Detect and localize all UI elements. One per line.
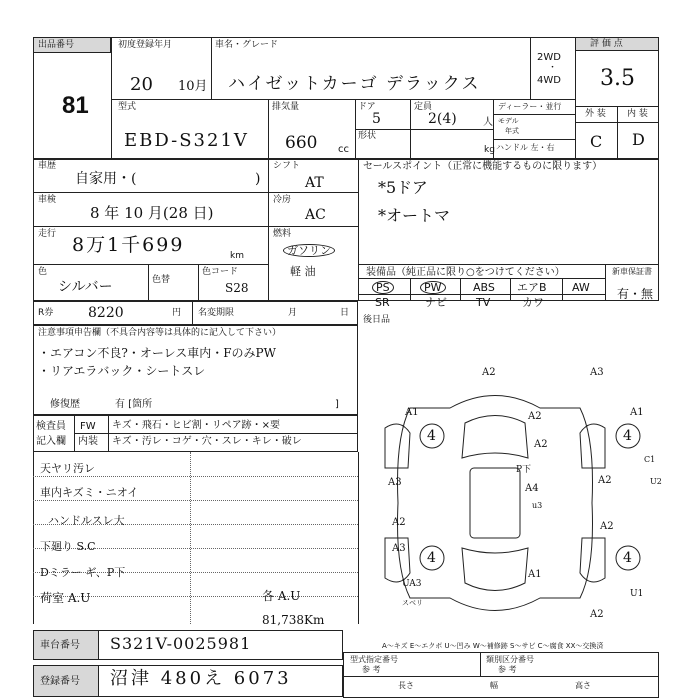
mileage-value: 8万1千699 [72, 234, 185, 256]
shift-value: AT [305, 175, 324, 191]
lot-number: 81 [62, 92, 89, 119]
name-change-month: 月 [288, 308, 298, 318]
mark-18: UA3 [402, 579, 422, 589]
inspector-repair-note: 各 A.U [262, 589, 301, 603]
mark-11: A2 [598, 475, 612, 486]
mark-1: A2 [482, 367, 496, 378]
int-label: 内 装 [627, 109, 648, 119]
lot-label: 出品番号 [38, 40, 75, 50]
inspector-comment-3: ハンドルスレ大 [48, 514, 125, 527]
handle-label: ハンドル 左・右 [496, 143, 555, 152]
dealer-year-label: 年式 [505, 127, 519, 135]
inspection-value: 8 年 10 月(28 日) [90, 204, 214, 222]
mark-13: U2 [650, 477, 662, 486]
dim-height: 高さ [575, 681, 591, 690]
notes-line-2: ・リアエラバック・シートスレ [38, 364, 206, 378]
fuel-gasoline: ガソリン [283, 244, 335, 257]
chassis-value: S321V-0025981 [110, 634, 252, 653]
capacity-label: 定員 [414, 102, 433, 112]
model-label: 型式 [118, 102, 137, 112]
shift-label: シフト [273, 161, 301, 171]
tire-rl: 4 [427, 550, 436, 566]
chassis-label: 車台番号 [40, 640, 80, 651]
repair-value: 有 [箇所 [115, 399, 153, 410]
weight-unit: kg [484, 145, 495, 155]
name-change-label: 名変期限 [198, 308, 235, 318]
dealer-label: ディーラー・並行 [498, 102, 562, 111]
mark-12: C1 [644, 455, 656, 464]
mark-20: U1 [630, 589, 644, 599]
inspector-int-label: 内装 [78, 436, 98, 447]
warranty-label: 新車保証書 [612, 267, 652, 276]
recycle-label: R券 [38, 308, 54, 318]
equip-kawa: カワ [522, 296, 544, 309]
inspector-comment-1: 天ヤリ汚レ [40, 462, 95, 475]
dealer-model-label: モデル [498, 117, 519, 125]
doors-value: 5 [372, 111, 381, 127]
inspector-comment-6: 荷室 A.U [40, 591, 91, 605]
type-cert-label: 型式指定番号 [350, 655, 398, 664]
mark-3: A1 [405, 407, 419, 418]
inspector-int-items: キズ・汚レ・コゲ・穴・スレ・キレ・破レ [112, 436, 302, 447]
inspector-label-2: 記入欄 [36, 436, 66, 447]
first-reg-year: 20 [130, 74, 153, 95]
rating-label: 評 価 点 [590, 39, 623, 49]
shape-label: 形状 [358, 131, 377, 141]
ext-label: 外 装 [585, 109, 606, 119]
mark-5: A1 [630, 407, 644, 418]
doors-label: ドア [358, 102, 376, 112]
dim-length: 長さ [398, 681, 414, 690]
aircon-value: AC [305, 207, 326, 223]
mark-7: A2 [534, 439, 548, 450]
equip-pw: PW [420, 281, 446, 294]
repair-label: 修復歴 [50, 399, 80, 410]
inspector-ext-items: キズ・飛石・ヒビ割・リペア跡・×要 [112, 420, 280, 431]
color-code-label: 色コード [202, 267, 239, 277]
equip-abs: ABS [473, 281, 495, 294]
int-value: D [632, 130, 645, 149]
notes-line-1: ・エアコン不良?・オーレス車内・FのみPW [38, 346, 276, 360]
inspection-label: 車検 [38, 195, 57, 205]
mark-10: u3 [532, 501, 543, 510]
equip-ps: PS [372, 281, 394, 294]
class-code-ref: 参 考 [498, 665, 517, 674]
recycle-unit: 円 [172, 308, 182, 318]
drive-sep: ・ [548, 63, 558, 73]
mark-19: A2 [590, 609, 604, 620]
mark-15: A3 [392, 543, 406, 554]
equipment-label: 装備品（純正品に限り○をつけてください） [366, 267, 565, 278]
inspector-comment-5: Dミラー ギ、P下 [40, 566, 126, 579]
mark-4: A2 [528, 411, 542, 422]
mark-17: A1 [528, 569, 542, 580]
car-name-value: ハイゼットカーゴ デラックス [228, 74, 481, 94]
equip-tv: TV [476, 296, 491, 309]
class-code-label: 類別区分番号 [486, 655, 534, 664]
displacement-label: 排気量 [272, 102, 300, 112]
history-value: 自家用・( [75, 171, 137, 187]
mark-8: A4 [525, 483, 539, 494]
mileage-unit: km [230, 251, 244, 261]
first-reg-label: 初度登録年月 [118, 40, 173, 50]
mark-21: スベリ [402, 599, 423, 607]
tire-rr: 4 [623, 550, 632, 566]
color-label: 色 [38, 267, 48, 277]
history-label: 車歴 [38, 161, 57, 171]
mark-2: A3 [590, 367, 604, 378]
aircon-label: 冷房 [273, 195, 292, 205]
repair-close: ] [335, 399, 339, 410]
aftermarket-label: 後日品 [363, 315, 391, 325]
recycle-row [33, 301, 358, 325]
color-value: シルバー [58, 279, 113, 295]
color-code-value: S28 [225, 281, 249, 295]
model-value: EBD-S321V [124, 130, 249, 151]
mileage-label: 走行 [38, 229, 57, 239]
mark-9: P下 [516, 465, 532, 475]
displacement-value: 660 [285, 133, 318, 153]
color-change-label: 色替 [152, 275, 171, 285]
notes-label: 注意事項申告欄（不具合内容等は具体的に記入して下さい） [38, 328, 282, 338]
name-change-day: 日 [340, 308, 350, 318]
equip-airbag: エアB [517, 281, 547, 294]
recycle-value: 8220 [88, 305, 124, 321]
capacity-unit: 人 [483, 117, 493, 128]
equip-aw: AW [572, 281, 590, 294]
car-name-label: 車名・グレード [215, 40, 279, 50]
registration-label: 登録番号 [40, 676, 80, 687]
tire-fl: 4 [427, 428, 436, 444]
drive-2wd: 2WD [537, 52, 561, 63]
fuel-diesel: 軽 油 [290, 265, 316, 278]
sales-point-2: *オートマ [378, 206, 451, 225]
warranty-value: 有・無 [617, 287, 654, 301]
history-close: ) [255, 171, 261, 187]
tire-fr: 4 [623, 428, 632, 444]
inspector-ext-label: FW [80, 421, 96, 432]
inspector-odo-note: 81,738Km [262, 613, 325, 627]
displacement-unit: cc [338, 144, 349, 155]
mark-6: A3 [388, 477, 402, 488]
mark-16: A2 [600, 521, 614, 532]
fuel-label: 燃料 [273, 229, 292, 239]
inspector-comment-4: 下廻り S.C [40, 540, 96, 553]
dim-width: 幅 [490, 681, 498, 690]
ext-value: C [590, 132, 603, 151]
first-reg-month: 10月 [178, 79, 208, 94]
capacity-value: 2(4) [428, 111, 457, 127]
mark-14: A2 [392, 517, 406, 528]
drive-4wd: 4WD [537, 75, 561, 86]
sales-points-label: セールスポイント（正常に機能するものに限ります） [363, 161, 603, 172]
registration-value: 沼津 480え 6073 [110, 668, 292, 689]
inspector-label-1: 検査員 [36, 421, 66, 432]
equip-sr: SR [375, 296, 390, 309]
rating-value: 3.5 [600, 66, 635, 91]
inspector-comment-2: 車内キズミ・ニオイ [40, 486, 139, 499]
damage-legend: A～キズ E～エクボ U～凹み W～補修跡 S～サビ C～腐食 XX～交換済 [382, 642, 604, 650]
type-cert-ref: 参 考 [362, 665, 381, 674]
equip-navi: ナビ [425, 296, 447, 309]
sales-point-1: *5ドア [378, 178, 428, 197]
